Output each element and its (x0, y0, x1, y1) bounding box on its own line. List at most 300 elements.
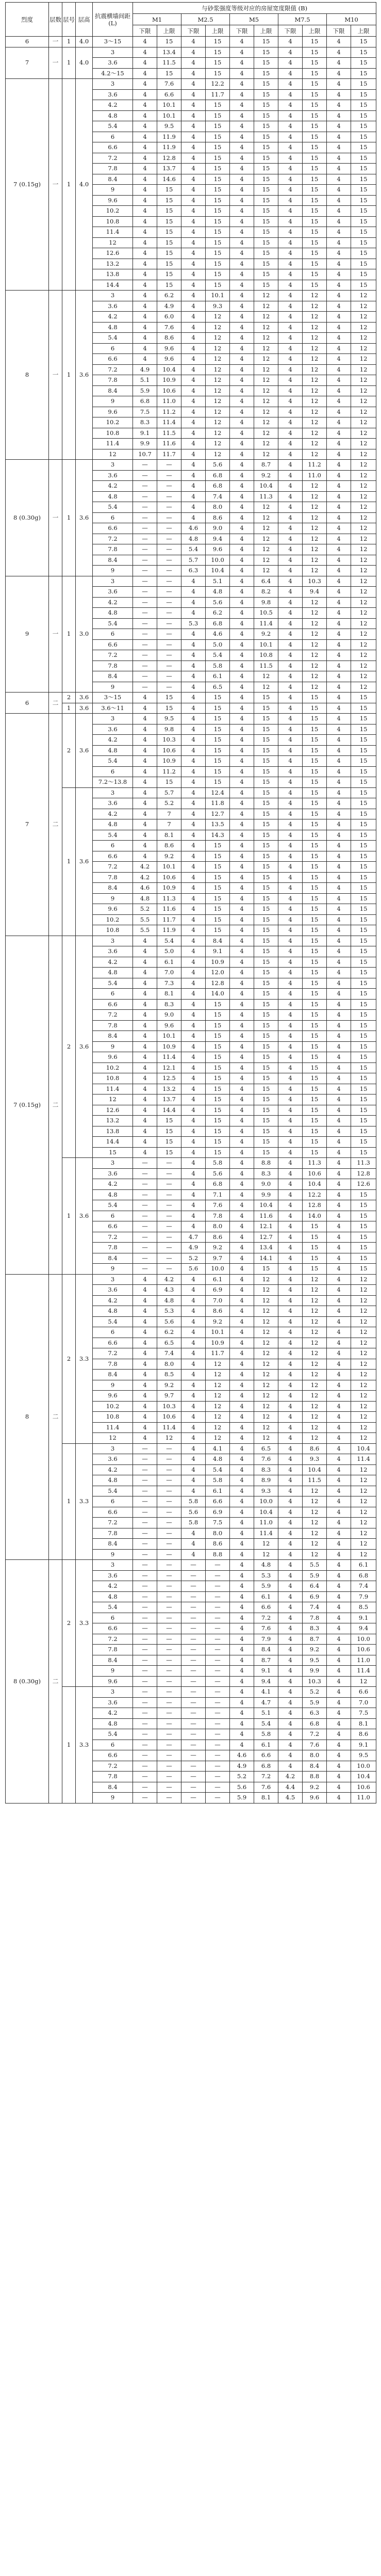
value-cell: 15 (303, 745, 327, 756)
spacing-cell: 10.2 (93, 1062, 133, 1073)
value-cell: — (133, 1253, 157, 1264)
value-cell: 15 (254, 851, 278, 862)
value-cell: 4 (278, 502, 303, 513)
value-cell: 5.8 (181, 1496, 206, 1507)
value-cell: 12 (351, 639, 376, 650)
value-cell: 4 (278, 460, 303, 471)
value-cell: 4 (278, 946, 303, 957)
value-cell: 12 (303, 502, 327, 513)
value-cell: 15 (303, 1147, 327, 1158)
spacing-cell: 9.6 (93, 407, 133, 417)
value-cell: 12 (351, 629, 376, 640)
value-cell: 4 (327, 1687, 351, 1698)
value-cell: 4 (327, 269, 351, 280)
value-cell: 10.3 (157, 1401, 181, 1412)
value-cell: 4 (327, 1274, 351, 1285)
value-cell: 4 (230, 777, 254, 788)
value-cell: 12 (351, 608, 376, 619)
value-cell: 12 (254, 312, 278, 323)
value-cell: 4 (278, 142, 303, 153)
value-cell: 4 (181, 396, 206, 407)
value-cell: 4 (230, 1020, 254, 1031)
value-cell: — (157, 618, 181, 629)
value-cell: 4 (133, 1105, 157, 1116)
value-cell: — (133, 587, 157, 598)
value-cell: 15 (254, 830, 278, 841)
value-cell: 4 (327, 841, 351, 851)
value-cell: 15 (303, 280, 327, 291)
value-cell: 4 (230, 364, 254, 375)
value-cell: 6.8 (206, 618, 230, 629)
value-cell: 4 (230, 756, 254, 767)
spacing-cell: 4.8 (93, 110, 133, 121)
value-cell: 15 (254, 798, 278, 809)
value-cell: 4 (230, 47, 254, 58)
value-cell: 4 (278, 1602, 303, 1613)
value-cell: — (157, 650, 181, 661)
value-cell: 4 (181, 597, 206, 608)
spacing-cell: 3 (93, 787, 133, 798)
value-cell: 12 (351, 597, 376, 608)
value-cell: 15 (254, 269, 278, 280)
value-cell: — (133, 1708, 157, 1719)
value-cell: 4 (133, 37, 157, 47)
spacing-cell: 3.6 (93, 587, 133, 598)
value-cell: 12 (303, 1433, 327, 1444)
value-cell: — (157, 1613, 181, 1623)
spacing-cell: 3 (93, 1687, 133, 1698)
value-cell: 15 (157, 227, 181, 238)
value-cell: 4 (181, 195, 206, 206)
value-cell: 15 (351, 1221, 376, 1232)
value-cell: 4 (133, 978, 157, 989)
value-cell: 4 (278, 1391, 303, 1402)
value-cell: 4 (181, 1147, 206, 1158)
value-cell: 12 (303, 1539, 327, 1550)
value-cell: 4 (278, 693, 303, 703)
value-cell: 4 (278, 1010, 303, 1021)
value-cell: 4 (278, 968, 303, 978)
value-cell: 4 (181, 872, 206, 883)
value-cell: 15 (206, 68, 230, 79)
value-cell: — (157, 491, 181, 502)
value-cell: 4 (327, 1338, 351, 1348)
spacing-cell: 7.2 (93, 1518, 133, 1528)
value-cell: — (157, 1221, 181, 1232)
intensity-cell: 8 (6, 1274, 49, 1560)
header-width-group: 与砂浆强度等级对应的房屋宽度限值 (B) (133, 3, 376, 14)
value-cell: 15 (303, 216, 327, 227)
value-cell: 12 (303, 375, 327, 386)
value-cell: 4 (181, 1041, 206, 1052)
value-cell: 4 (278, 47, 303, 58)
value-cell: 11.2 (157, 766, 181, 777)
intensity-cell: 6 (6, 37, 49, 47)
value-cell: 15 (351, 1010, 376, 1021)
value-cell: 6.2 (206, 608, 230, 619)
value-cell: 8.9 (254, 1475, 278, 1486)
value-cell: 15 (254, 724, 278, 735)
value-cell: — (133, 1750, 157, 1761)
value-cell: 9.8 (254, 597, 278, 608)
floors-cell: 一 (49, 576, 62, 693)
spacing-cell: 7.2 (93, 1348, 133, 1359)
value-cell: — (157, 1464, 181, 1475)
value-cell: 8.6 (303, 1443, 327, 1454)
value-cell: 9.2 (254, 470, 278, 481)
header-floor-no: 层号 (62, 3, 76, 37)
value-cell: 12 (303, 1359, 327, 1370)
spacing-cell: 8.4 (93, 1655, 133, 1666)
value-cell: 15 (206, 1020, 230, 1031)
value-cell: 4 (327, 512, 351, 523)
value-cell: 15 (351, 269, 376, 280)
value-cell: 7.5 (206, 1518, 230, 1528)
value-cell: — (157, 1168, 181, 1179)
spacing-cell: 3～15 (93, 693, 133, 703)
value-cell: 8.6 (206, 512, 230, 523)
value-cell: 15 (351, 925, 376, 936)
value-cell: 4 (181, 1391, 206, 1402)
value-cell: 4 (230, 216, 254, 227)
value-cell: 9.4 (206, 534, 230, 544)
value-cell: 15 (351, 68, 376, 79)
value-cell: — (133, 1189, 157, 1200)
value-cell: — (157, 1486, 181, 1496)
value-cell: — (157, 597, 181, 608)
value-cell: 4 (133, 174, 157, 185)
value-cell: 6.1 (206, 1486, 230, 1496)
value-cell: 4 (327, 1126, 351, 1137)
spacing-cell: 5.4 (93, 756, 133, 767)
value-cell: 4 (230, 957, 254, 968)
value-cell: 12 (254, 1549, 278, 1560)
height-cell: 3.3 (76, 1274, 93, 1443)
value-cell: 15 (351, 883, 376, 894)
value-cell: 12 (303, 1422, 327, 1433)
value-cell: 10.6 (351, 1645, 376, 1655)
value-cell: 4 (181, 227, 206, 238)
value-cell: 4 (181, 1327, 206, 1338)
value-cell: 12 (351, 1316, 376, 1327)
value-cell: 4 (133, 693, 157, 703)
value-cell: 4 (181, 1168, 206, 1179)
value-cell: 15 (303, 79, 327, 90)
value-cell: 5.9 (254, 1581, 278, 1592)
value-cell: 15 (206, 1010, 230, 1021)
value-cell: 4 (230, 1084, 254, 1094)
value-cell: 12 (254, 502, 278, 513)
value-cell: 4 (278, 1221, 303, 1232)
value-cell: 15 (157, 1116, 181, 1126)
value-cell: 12 (254, 1539, 278, 1550)
value-cell: 4 (327, 618, 351, 629)
value-cell: 4 (278, 1232, 303, 1243)
value-cell: 5.3 (157, 1306, 181, 1317)
value-cell: — (133, 1740, 157, 1750)
value-cell: 15 (206, 999, 230, 1010)
value-cell: 4 (230, 809, 254, 819)
value-cell: 4 (133, 259, 157, 269)
value-cell: 5.5 (133, 925, 157, 936)
value-cell: 4.6 (230, 1750, 254, 1761)
value-cell: 13.2 (157, 1084, 181, 1094)
value-cell: 15 (206, 110, 230, 121)
value-cell: 4 (327, 1740, 351, 1750)
value-cell: 10.6 (157, 745, 181, 756)
value-cell: — (206, 1560, 230, 1571)
value-cell: 4 (278, 1581, 303, 1592)
value-cell: 15 (351, 142, 376, 153)
value-cell: 4 (181, 650, 206, 661)
value-cell: 4 (230, 1348, 254, 1359)
value-cell: 4 (181, 439, 206, 449)
header-mortar-m2-5: M2.5 (181, 14, 230, 25)
value-cell: 4 (133, 1116, 157, 1126)
value-cell: 15 (351, 1084, 376, 1094)
floor-no-cell: 2 (62, 1274, 76, 1443)
value-cell: 12 (254, 523, 278, 534)
value-cell: — (157, 1772, 181, 1782)
spacing-cell: 9 (93, 1264, 133, 1275)
value-cell: 4 (230, 1031, 254, 1042)
value-cell: 4 (230, 68, 254, 79)
value-cell: 4 (278, 343, 303, 354)
value-cell: 4 (327, 851, 351, 862)
value-cell: 12 (351, 343, 376, 354)
spacing-cell: 14.4 (93, 280, 133, 291)
value-cell: 6.5 (254, 1443, 278, 1454)
value-cell: 15 (351, 100, 376, 111)
value-cell: 15 (351, 195, 376, 206)
value-cell: 6.9 (206, 1285, 230, 1296)
value-cell: 12 (254, 333, 278, 344)
value-cell: — (133, 481, 157, 492)
value-cell: 5.2 (230, 1772, 254, 1782)
spacing-cell: 12 (93, 1094, 133, 1105)
value-cell: 15 (351, 185, 376, 196)
value-cell: 15 (157, 68, 181, 79)
intensity-cell: 7 (6, 47, 49, 79)
value-cell: 4 (327, 1464, 351, 1475)
value-cell: — (133, 639, 157, 650)
value-cell: 4 (278, 206, 303, 217)
value-cell: 4 (181, 481, 206, 492)
value-cell: 15 (206, 142, 230, 153)
value-cell: 7.2 (254, 1613, 278, 1623)
value-cell: — (157, 1253, 181, 1264)
value-cell: 4 (278, 1539, 303, 1550)
value-cell: 4 (230, 58, 254, 69)
spacing-cell: 10.8 (93, 428, 133, 439)
value-cell: 4 (278, 735, 303, 746)
value-cell: 15 (206, 735, 230, 746)
value-cell: 15 (303, 47, 327, 58)
value-cell: 4 (278, 1422, 303, 1433)
value-cell: 15 (206, 756, 230, 767)
value-cell: 6.3 (303, 1708, 327, 1719)
value-cell: 15 (351, 1243, 376, 1253)
value-cell: 12 (206, 1359, 230, 1370)
value-cell: 4 (181, 1401, 206, 1412)
value-cell: 5.9 (303, 1697, 327, 1708)
value-cell: 8.1 (157, 830, 181, 841)
value-cell: 4 (230, 312, 254, 323)
value-cell: 4 (278, 439, 303, 449)
value-cell: 9.7 (206, 1253, 230, 1264)
value-cell: — (133, 470, 157, 481)
value-cell: — (133, 460, 157, 471)
value-cell: 4 (278, 312, 303, 323)
value-cell: 4 (181, 936, 206, 946)
spacing-cell: 6 (93, 766, 133, 777)
value-cell: 4 (230, 1613, 254, 1623)
value-cell: 12 (254, 555, 278, 566)
value-cell: — (157, 481, 181, 492)
value-cell: 4 (278, 227, 303, 238)
value-cell: 15 (206, 1094, 230, 1105)
value-cell: 6.1 (254, 1591, 278, 1602)
value-cell: 4 (327, 597, 351, 608)
value-cell: 4 (181, 1528, 206, 1539)
value-cell: 4 (230, 502, 254, 513)
spacing-cell: 5.4 (93, 121, 133, 132)
value-cell: 12 (303, 1348, 327, 1359)
value-cell: 4.8 (133, 893, 157, 904)
value-cell: 10.3 (303, 576, 327, 587)
value-cell: 4 (133, 798, 157, 809)
value-cell: 4 (327, 1697, 351, 1708)
floors-cell: 一 (49, 47, 62, 79)
value-cell: 4 (327, 195, 351, 206)
value-cell: 15 (351, 1137, 376, 1148)
value-cell: 4 (278, 291, 303, 301)
value-cell: 15 (157, 693, 181, 703)
value-cell: 4 (327, 1052, 351, 1063)
spacing-cell: 6.6 (93, 523, 133, 534)
spacing-cell: 10.2 (93, 417, 133, 428)
value-cell: 4 (230, 629, 254, 640)
value-cell: 4 (278, 1708, 303, 1719)
value-cell: 4 (327, 216, 351, 227)
value-cell: 4 (327, 185, 351, 196)
value-cell: 4 (278, 1295, 303, 1306)
value-cell: — (133, 1718, 157, 1729)
value-cell: 4 (181, 639, 206, 650)
value-cell: 8.6 (157, 333, 181, 344)
spacing-cell: 4.2 (93, 100, 133, 111)
value-cell: 4 (230, 1655, 254, 1666)
value-cell: 4 (278, 481, 303, 492)
value-cell: 4 (230, 79, 254, 90)
value-cell: 5.8 (254, 1729, 278, 1740)
value-cell: 4 (133, 322, 157, 333)
value-cell: 12 (254, 1422, 278, 1433)
value-cell: 7.2 (303, 1729, 327, 1740)
value-cell: 12 (351, 1496, 376, 1507)
value-cell: 15 (351, 914, 376, 925)
value-cell: 4 (327, 1073, 351, 1084)
value-cell: 8.6 (206, 1306, 230, 1317)
value-cell: 4.7 (254, 1697, 278, 1708)
value-cell: 15 (303, 946, 327, 957)
value-cell: 4 (181, 259, 206, 269)
value-cell: 4 (327, 1560, 351, 1571)
value-cell: 4 (278, 1168, 303, 1179)
spacing-cell: 3 (93, 1443, 133, 1454)
value-cell: 12 (206, 312, 230, 323)
value-cell: 4 (230, 37, 254, 47)
value-cell: 8.1 (351, 1718, 376, 1729)
value-cell: 9.1 (133, 428, 157, 439)
value-cell: 4 (230, 735, 254, 746)
value-cell: 4 (181, 735, 206, 746)
value-cell: 9.0 (157, 1010, 181, 1021)
value-cell: 15 (303, 978, 327, 989)
value-cell: 12 (303, 1549, 327, 1560)
value-cell: 8.6 (206, 1539, 230, 1550)
value-cell: 10.4 (206, 566, 230, 576)
value-cell: 4 (278, 1253, 303, 1264)
value-cell: 8.3 (133, 417, 157, 428)
value-cell: 9.2 (206, 1243, 230, 1253)
value-cell: 4 (181, 1443, 206, 1454)
value-cell: 4 (327, 385, 351, 396)
value-cell: — (157, 1158, 181, 1169)
value-cell: 15 (351, 121, 376, 132)
value-cell: — (133, 1602, 157, 1613)
spacing-cell: 9 (93, 1041, 133, 1052)
value-cell: 12 (254, 566, 278, 576)
value-cell: 4 (181, 132, 206, 142)
value-cell: 10.6 (157, 1412, 181, 1423)
header-lower: 下限 (278, 25, 303, 37)
value-cell: 15 (303, 142, 327, 153)
value-cell: 9.6 (206, 544, 230, 555)
spacing-cell: 6 (93, 1327, 133, 1338)
value-cell: 4 (133, 1031, 157, 1042)
value-cell: 10.1 (206, 291, 230, 301)
table-row (6, 576, 376, 587)
value-cell: 6.8 (206, 481, 230, 492)
spacing-cell: 5.4 (93, 1200, 133, 1211)
value-cell: 4 (133, 1422, 157, 1433)
value-cell: 4 (278, 1094, 303, 1105)
table-row (6, 460, 376, 471)
value-cell: 12 (351, 364, 376, 375)
value-cell: 4 (327, 1422, 351, 1433)
value-cell: 4 (230, 1327, 254, 1338)
value-cell: 15 (254, 777, 278, 788)
value-cell: 15 (254, 766, 278, 777)
value-cell: 4 (278, 301, 303, 312)
value-cell: 4 (181, 745, 206, 756)
value-cell: 4 (327, 439, 351, 449)
value-cell: 4 (230, 470, 254, 481)
value-cell: 12 (303, 322, 327, 333)
value-cell: 5.6 (206, 1168, 230, 1179)
value-cell: 9.9 (254, 1189, 278, 1200)
value-cell: 4 (230, 693, 254, 703)
value-cell: 4 (230, 481, 254, 492)
value-cell: 12 (206, 322, 230, 333)
value-cell: 4.8 (206, 587, 230, 598)
value-cell: 15 (351, 830, 376, 841)
value-cell: 4 (230, 1316, 254, 1327)
value-cell: 15 (157, 777, 181, 788)
value-cell: 4 (181, 333, 206, 344)
value-cell: 4 (181, 449, 206, 460)
